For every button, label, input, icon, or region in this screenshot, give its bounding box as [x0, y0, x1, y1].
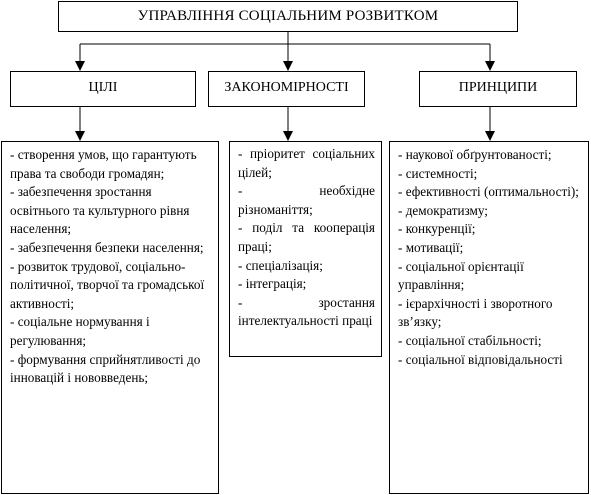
laws-arrow-icon	[283, 61, 293, 71]
principles-category-label: ПРИНЦИПИ	[458, 80, 538, 95]
list-item: - формування сприйнятливості до інновацій і нововведень;	[10, 351, 201, 386]
principles-arrow-icon	[485, 61, 495, 71]
list-item: - необхідне різноманіття;	[238, 183, 375, 217]
list-item: - ієрархічності і зворотного зв’язку;	[398, 295, 553, 330]
list-item: - системності;	[398, 165, 478, 181]
laws-category-box	[208, 71, 365, 107]
list-item: - інтеграція;	[238, 276, 307, 292]
list-item: - розвиток трудової, соціально-політичної, творчої та громадської активності;	[10, 258, 205, 311]
title-box	[58, 1, 518, 32]
list-item: - поділ та кооперація праці;	[238, 220, 375, 254]
list-item: - конкуренції;	[398, 221, 476, 237]
laws-category-label: ЗАКОНОМІРНОСТІ	[224, 80, 349, 95]
list-item: - зростання інтелектуальності праці	[238, 294, 375, 329]
goals-arrow-icon	[75, 61, 85, 71]
list-item: - спеціалізація;	[238, 257, 323, 273]
diagram-title: УПРАВЛІННЯ СОЦІАЛЬНИМ РОЗВИТКОМ	[137, 8, 439, 24]
principles-category-box	[419, 71, 577, 107]
list-item: - соціальної відповідальності	[398, 351, 563, 367]
list-item: - соціальної стабільності;	[398, 332, 542, 348]
list-item: - соціальної орієнтації управління;	[398, 258, 524, 293]
list-item: - соціальне нормування і регулювання;	[10, 314, 150, 348]
principles-list-box	[389, 141, 589, 494]
list-item: - демократизму;	[398, 202, 488, 218]
principles-list-arrow-icon	[485, 131, 495, 141]
list-item: - мотивації;	[398, 239, 464, 255]
list-item: - створення умов, що гарантують права та свободи громадян;	[10, 147, 197, 181]
laws-list-box	[229, 141, 382, 357]
list-item: - наукової обґрунтованості;	[398, 147, 552, 162]
goals-list-arrow-icon	[75, 131, 85, 141]
list-item: - забезпечення зростання освітнього та культурного рівня населення;	[10, 184, 190, 237]
laws-list-arrow-icon	[283, 131, 293, 141]
goals-category-label: ЦІЛІ	[88, 80, 118, 95]
goals-category-box	[10, 71, 196, 107]
list-item: - забезпечення безпеки населення;	[10, 239, 204, 255]
list-item: - пріоритет соціальних цілей;	[238, 146, 375, 180]
goals-list-box	[1, 141, 219, 494]
list-item: - ефективності (оптимальності);	[398, 184, 579, 200]
